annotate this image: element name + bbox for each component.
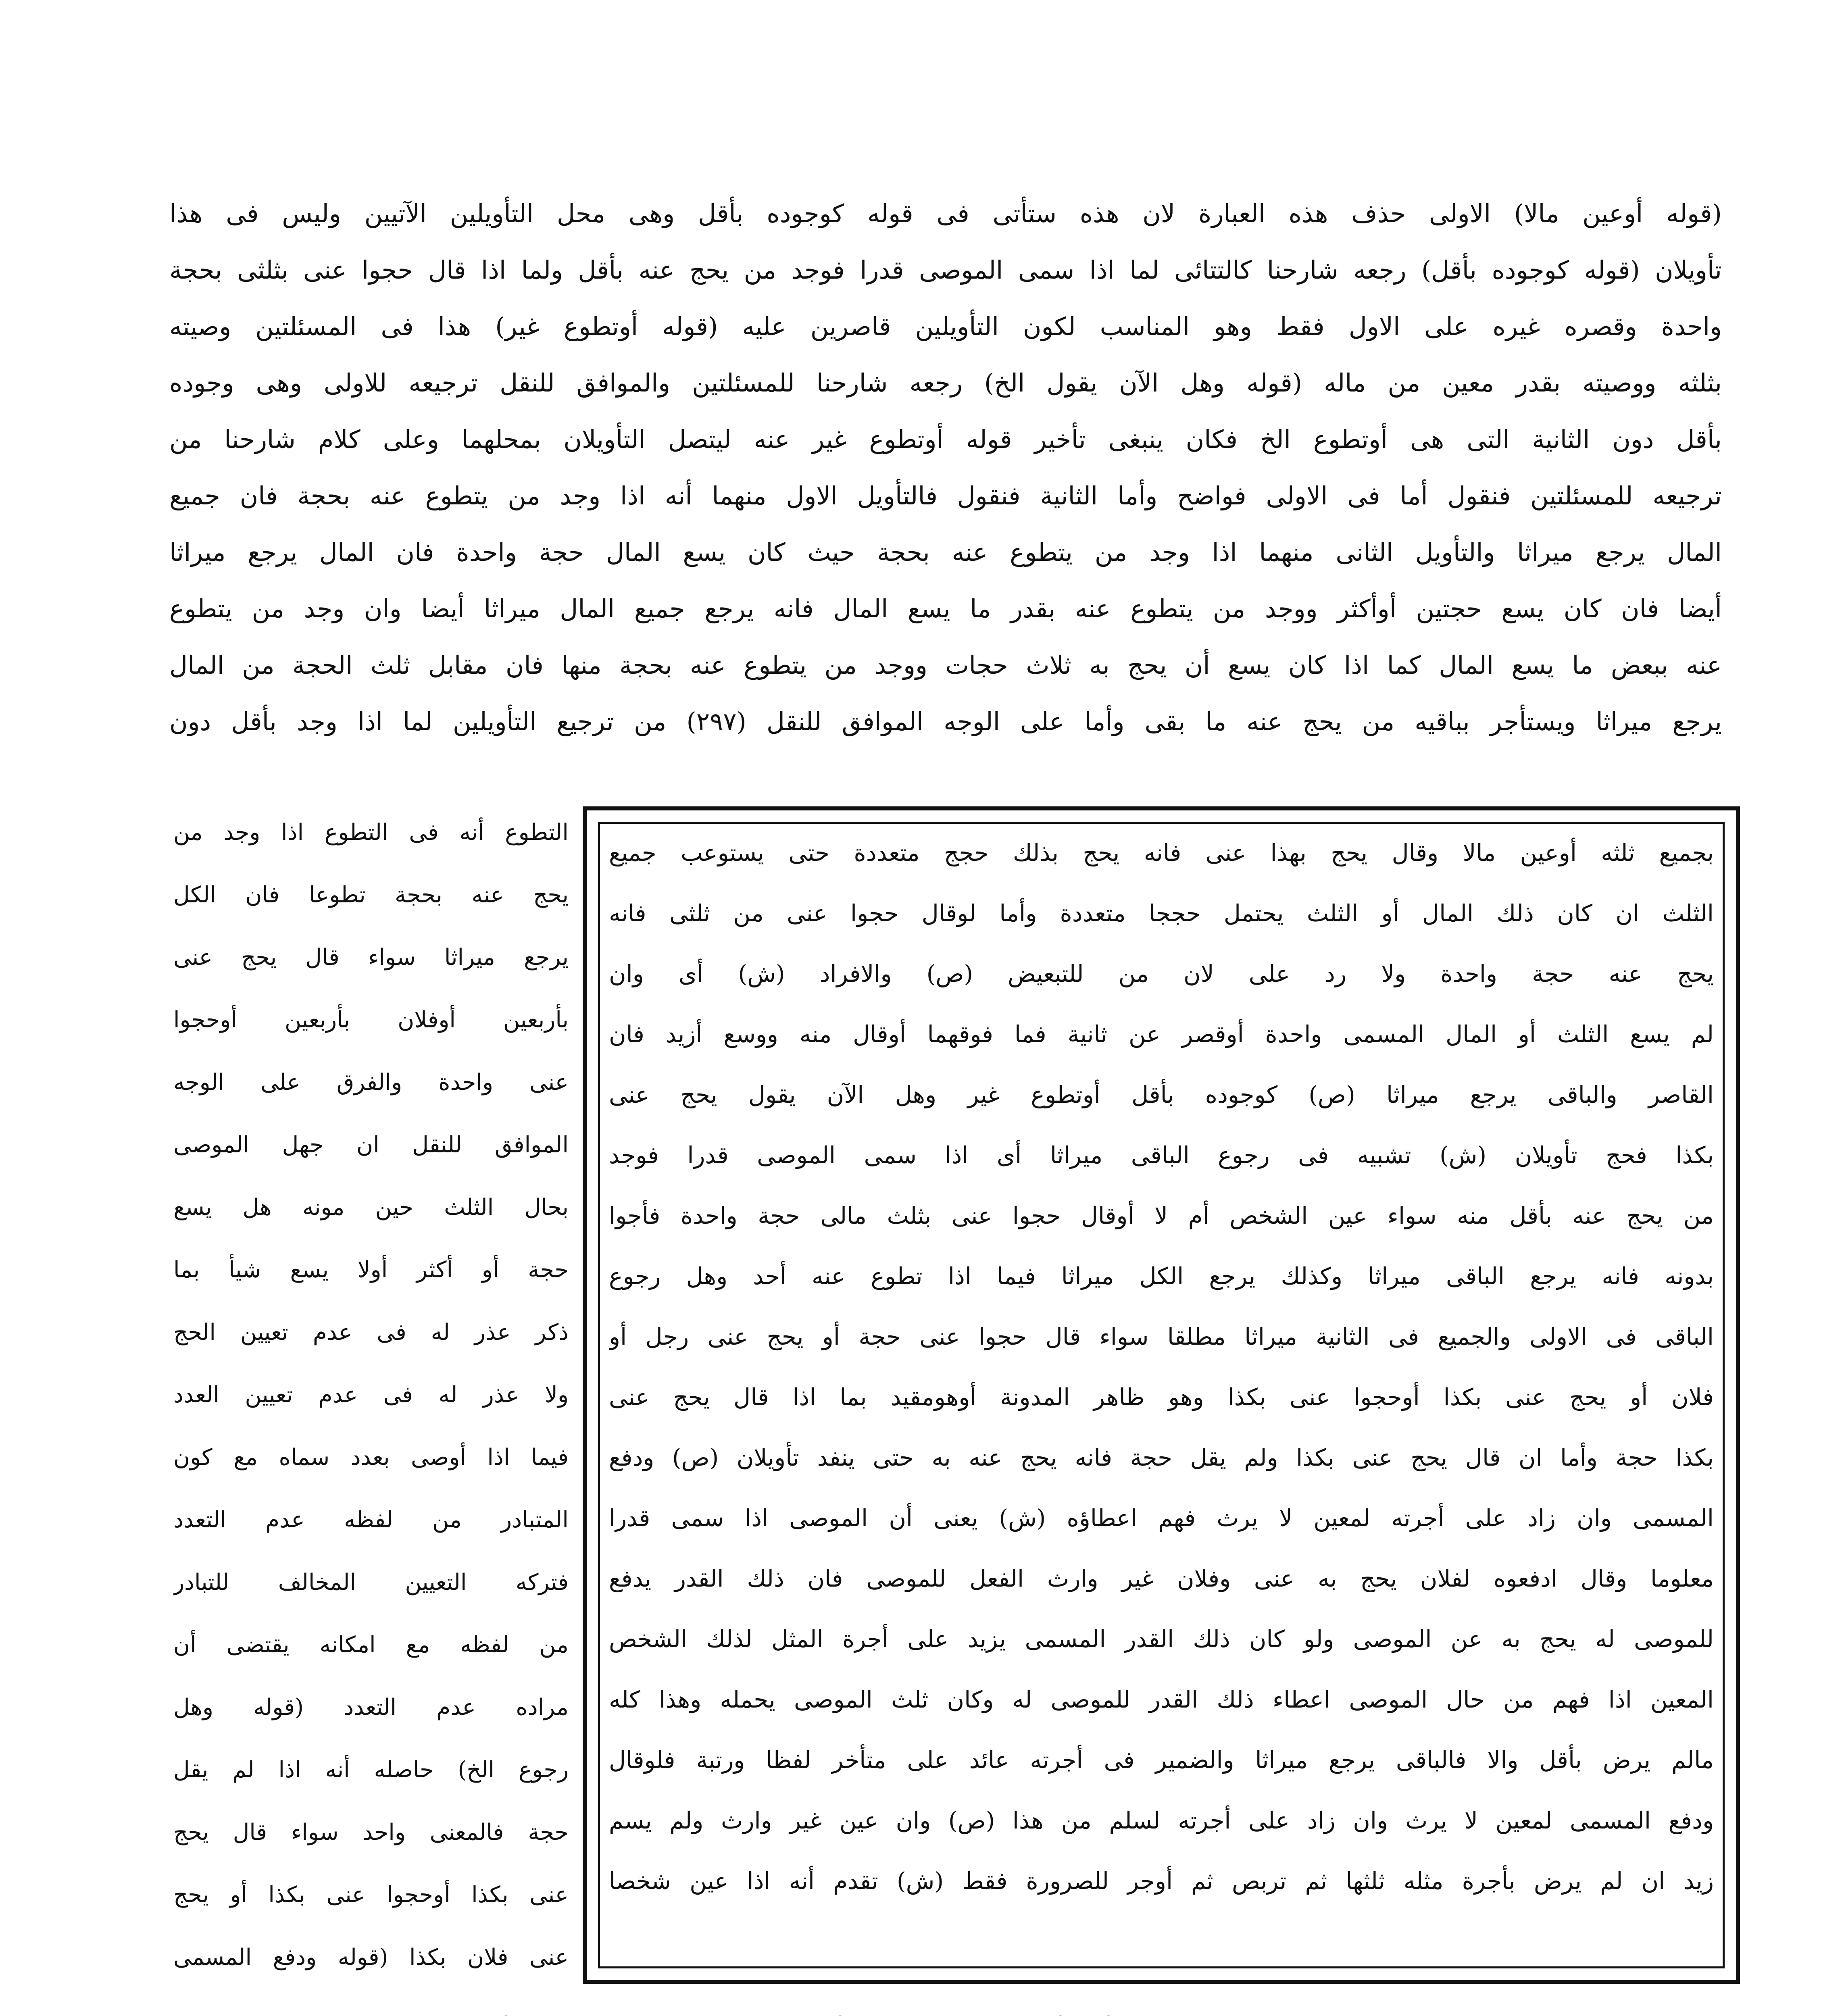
- side-commentary-line-11: فيما اذا أوصى بعدد سماه مع كون: [173, 1444, 569, 1470]
- side-commentary-line-9: ذكر عذر له فى عدم تعيين الحج: [173, 1319, 569, 1345]
- side-commentary-line-4: بأربعين أوفلان بأربعين أوحجوا: [173, 1007, 569, 1033]
- main-text-line-7: من يحج عنه بأقل منه سواء عين الشخص أم لا أوقال حجوا عنى بثلث مالى حجة واحدة فأجوا: [609, 1202, 1714, 1229]
- main-text-line-16: مالم يرض بأقل والا فالباقى يرجع ميراثا والضمير فى أجرته عائد على متأخر لفظا ورتبة فلوقال: [609, 1746, 1714, 1774]
- top-commentary-line-4: بثلثه ووصيته بقدر معين من ماله (قوله وهل الآن يقول الخ) رجعه شارحنا للمسئلتين والموافق للنقل ترجيعه للاولى وهى وجوده: [169, 368, 1722, 398]
- main-text-line-15: المعين اذا فهم من حال الموصى اعطاء ذلك القدر للموصى له وكان ثلث الموصى يحمله وهذا كله: [609, 1686, 1714, 1713]
- top-commentary-line-9: عنه ببعض ما يسع المال كما اذا كان يسع أن يحج به ثلاث حجات ووجد من يتطوع عنه بحجة منها فان مقابل ثلث الحجة من المال: [169, 650, 1722, 680]
- main-text-line-4: لم يسع الثلث أو المال المسمى واحدة أوقصر عن ثانية فما فوقهما أوقال منه ووسع أزيد فان: [609, 1020, 1714, 1048]
- main-text-line-17: ودفع المسمى لمعين لا يرث وان زاد على أجرته لسلم من هذا (ص) وان عين غير وارث ولم يسم: [609, 1807, 1714, 1834]
- side-commentary-line-14: من لفظه مع امكانه يقتضى أن: [173, 1632, 569, 1658]
- side-commentary-line-13: فتركه التعيين المخالف للتبادر: [173, 1569, 569, 1595]
- main-text-line-12: المسمى وان زاد على أجرته لمعين لا يرث فهم اعطاؤه (ش) يعنى أن الموصى اذا سمى قدرا: [609, 1504, 1714, 1532]
- side-commentary-line-16: رجوع الخ) حاصله أنه اذا لم يقل: [173, 1757, 569, 1783]
- bottom-commentary-line-1-with-signature: [145, 2008, 1722, 2016]
- side-commentary-line-19: عنى فلان بكذا (قوله ودفع المسمى: [173, 1944, 569, 1970]
- main-text-line-5: القاصر والباقى يرجع ميراثا (ص) كوجوده بأقل أوتطوع غير وهل الآن يقول يحج عنى: [609, 1081, 1714, 1108]
- main-text-line-2: الثلث ان كان ذلك المال أو الثلث يحتمل حججا متعددة وأما لوقال حجوا عنى من ثلثى فانه: [609, 900, 1714, 927]
- main-text-line-3: يحج عنه حجة واحدة ولا رد على لان من للتبعيض (ص) والافراد (ش) أى وان: [609, 960, 1714, 987]
- main-text-line-9: الباقى فى الاولى والجميع فى الثانية ميراثا مطلقا سواء قال حجوا عنى حجة أو يحج عنى رجل أو: [609, 1323, 1714, 1350]
- top-commentary-line-2: تأويلان (قوله كوجوده بأقل) رجعه شارحنا كالتتائى لما اذا سمى الموصى قدرا فوجد من يحج عنه بأقل ولما اذا قال حجوا عنى بثلثى بحجة: [169, 255, 1722, 285]
- side-commentary-line-17: حجة فالمعنى واحد سواء قال يحج: [173, 1819, 569, 1845]
- side-commentary-line-15: مراده عدم التعدد (قوله وهل: [173, 1694, 569, 1720]
- side-commentary-line-1: التطوع أنه فى التطوع اذا وجد من: [173, 819, 569, 846]
- main-text-line-8: بدونه فانه يرجع الباقى ميراثا وكذلك يرجع الكل ميراثا فيما اذا تطوع عنه أحد وهل رجوع: [609, 1262, 1714, 1290]
- main-text-line-13: معلوما وقال ادفعوه لفلان يحج به عنى وفلان غير وارث الفعل للموصى فان ذلك القدر يدفع: [609, 1565, 1714, 1592]
- side-commentary-line-18: عنى بكذا أوحجوا عنى بكذا أو يحج: [173, 1882, 569, 1908]
- side-commentary-line-3: يرجع ميراثا سواء قال يحج عنى: [173, 944, 569, 971]
- main-text-line-10: فلان أو يحج عنى بكذا أوحجوا عنى بكذا وهو ظاهر المدونة أوهومقيد بما اذا قال يحج عنى: [609, 1383, 1714, 1411]
- side-commentary-line-6: الموافق للنقل ان جهل الموصى: [173, 1132, 569, 1158]
- main-text-line-11: بكذا حجة وأما ان قال يحج عنى بكذا ولم يقل حجة فانه يحج عنه به حتى ينفد تأويلان (ص) ودفع: [609, 1444, 1714, 1471]
- top-commentary-line-1: (قوله أوعين مالا) الاولى حذف هذه العبارة لان هذه ستأتى فى قوله كوجوده بأقل وهى محل التأويلين الآتيين وليس فى هذا: [169, 199, 1722, 228]
- main-text-line-18: زيد ان لم يرض بأجرة مثله ثلثها ثم تربص ثم أوجر للصرورة فقط (ش) تقدم أنه اذا عين شخصا: [609, 1867, 1714, 1895]
- side-commentary-line-5: عنى واحدة والفرق على الوجه: [173, 1069, 569, 1095]
- top-commentary-line-6: ترجيعه للمسئلتين فنقول أما فى الاولى فواضح وأما الثانية فنقول فالتأويل الاول منهما أنه اذا وجد من يتطوع عنه بحجة فان جميع: [169, 481, 1722, 510]
- main-text-line-1: بجميع ثلثه أوعين مالا وقال يحج بهذا عنى فانه يحج بذلك حجج متعددة حتى يستوعب جميع: [609, 839, 1714, 866]
- side-commentary-line-2: يحج عنه بحجة تطوعا فان الكل: [173, 882, 569, 908]
- top-commentary-line-5: بأقل دون الثانية التى هى أوتطوع الخ فكان ينبغى تأخير قوله أوتطوع غير عنه ليتصل التأويلان بمحلهما وعلى كلام شارحنا من: [169, 425, 1722, 454]
- side-commentary-line-7: بحال الثلث حين مونه هل يسع: [173, 1194, 569, 1220]
- top-commentary-line-10-with-page-number: يرجع ميراثا ويستأجر بباقيه من يحج عنه ما بقى وأما على الوجه الموافق للنقل (٢٩٧) من ترجيع التأويلين لما اذا وجد بأقل دون: [169, 707, 1722, 736]
- top-commentary-line-3: واحدة وقصره غيره على الاول فقط وهو المناسب لكون التأويلين قاصرين عليه (قوله أوتطوع غير) هذا فى المسئلتين وصيته: [169, 312, 1722, 341]
- side-commentary-line-8: حجة أو أكثر أولا يسع شيأ بما: [173, 1257, 569, 1283]
- side-commentary-line-10: ولا عذر له فى عدم تعيين العدد: [173, 1382, 569, 1408]
- top-commentary-line-7: المال يرجع ميراثا والتأويل الثانى منهما اذا وجد من يتطوع عنه بحجة حيث كان يسع المال حجة واحدة فان المال يرجع ميراثا: [169, 537, 1722, 567]
- side-commentary-line-12: المتبادر من لفظه عدم التعدد: [173, 1507, 569, 1533]
- top-commentary-line-8: أيضا فان كان يسع حجتين أوأكثر ووجد من يتطوع عنه بقدر ما يسع المال فانه يرجع جميع المال ميراثا أيضا وان وجد من يتطوع: [169, 594, 1722, 623]
- main-text-line-6: بكذا فحج تأويلان (ش) تشبيه فى رجوع الباقى ميراثا أى اذا سمى الموصى قدرا فوجد: [609, 1141, 1714, 1169]
- main-text-line-14: للموصى له يحج به عن الموصى ولو كان ذلك القدر المسمى يزيد على أجرة المثل لذلك الشخص: [609, 1625, 1714, 1653]
